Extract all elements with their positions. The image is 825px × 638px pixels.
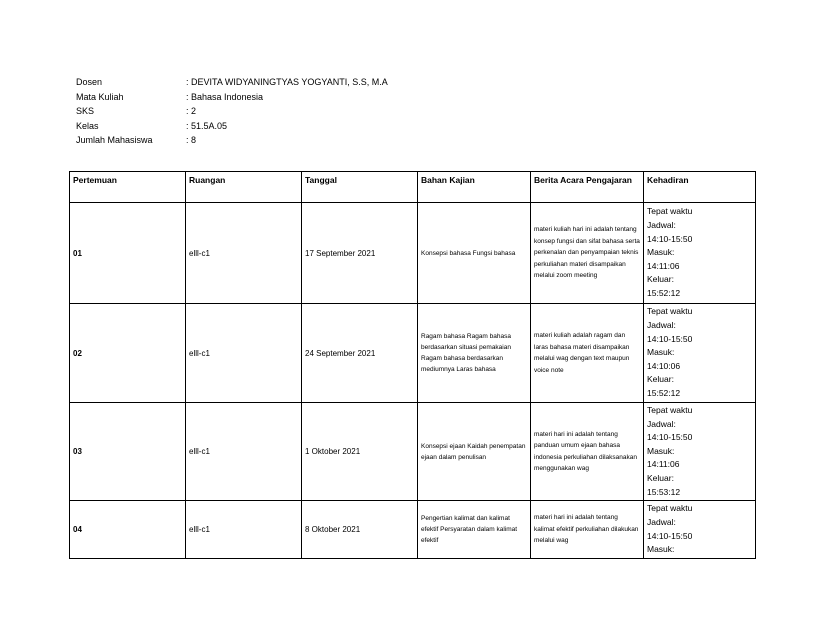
- header-berita-acara: Berita Acara Pengajaran: [531, 172, 644, 203]
- cell-bahan-kajian: Konsepsi ejaan Kaidah penempatan ejaan dalam penulisan: [418, 403, 531, 501]
- kehadiran-line: Tepat waktu: [647, 503, 693, 514]
- header-ruangan: Ruangan: [186, 172, 302, 203]
- kehadiran-line: Masuk:: [647, 445, 675, 456]
- cell-ruangan: elll-c1: [186, 501, 302, 559]
- cell-berita-acara: materi kuliah hari ini adalah tentang konsep fungsi dan sifat bahasa serta perkenalan dan penyampaian teknis perkuliahan materi disampaikan melalui zoom meeting: [531, 203, 644, 304]
- kehadiran-line: 14:10-15:50: [647, 333, 693, 344]
- cell-tanggal: 8 Oktober 2021: [302, 501, 418, 559]
- info-value: : 8: [186, 135, 197, 145]
- kehadiran-line: Jadwal:: [647, 220, 676, 231]
- cell-ruangan: elll-c1: [186, 203, 302, 304]
- cell-kehadiran: [644, 304, 756, 403]
- info-row-jumlah: [76, 133, 388, 148]
- cell-berita-acara: materi hari ini adalah tentang kalimat efektif perkuliahan dilakukan melalui wag: [531, 501, 644, 559]
- info-label: Kelas: [76, 120, 99, 131]
- kehadiran-line: Keluar:: [647, 374, 674, 385]
- kehadiran-line: 14:11:06: [647, 459, 680, 470]
- kehadiran-line: 14:11:06: [647, 260, 680, 271]
- kehadiran-line: 15:52:12: [647, 287, 681, 298]
- info-row-mata-kuliah: [76, 90, 388, 105]
- cell-tanggal: 17 September 2021: [302, 203, 418, 304]
- cell-pertemuan: 01: [70, 203, 186, 304]
- kehadiran-line: 14:10-15:50: [647, 530, 693, 541]
- header-pertemuan: Pertemuan: [70, 172, 186, 203]
- kehadiran-line: Jadwal:: [647, 517, 676, 528]
- info-label: SKS: [76, 106, 95, 116]
- kehadiran-line: 14:10-15:50: [647, 432, 693, 443]
- kehadiran-line: 14:10-15:50: [647, 233, 693, 244]
- table-row: [70, 203, 756, 304]
- info-row-kelas: [76, 119, 388, 134]
- header-kehadiran: Kehadiran: [644, 172, 756, 203]
- table-row: [70, 403, 756, 501]
- cell-kehadiran: [644, 203, 756, 304]
- kehadiran-line: Masuk:: [647, 544, 675, 555]
- kehadiran-line: 15:52:12: [647, 387, 681, 398]
- cell-ruangan: elll-c1: [186, 304, 302, 403]
- info-label: Dosen: [76, 77, 103, 87]
- cell-bahan-kajian: Ragam bahasa Ragam bahasa berdasarkan situasi pemakaian Ragam bahasa berdasarkan mediumnya Laras bahasa: [418, 304, 531, 403]
- kehadiran-line: 15:53:12: [647, 486, 681, 497]
- kehadiran-line: Jadwal:: [647, 320, 676, 331]
- cell-pertemuan: 02: [70, 304, 186, 403]
- kehadiran-line: Masuk:: [647, 347, 675, 358]
- cell-tanggal: 24 September 2021: [302, 304, 418, 403]
- info-row-dosen: [76, 75, 388, 90]
- info-value: : DEVITA WIDYANINGTYAS YOGYANTI, S.S, M.A: [186, 77, 388, 87]
- kehadiran-line: Tepat waktu: [647, 206, 693, 217]
- kehadiran-line: Masuk:: [647, 247, 675, 258]
- cell-ruangan: elll-c1: [186, 403, 302, 501]
- kehadiran-line: Tepat waktu: [647, 306, 693, 317]
- cell-pertemuan: 03: [70, 403, 186, 501]
- kehadiran-line: Tepat waktu: [647, 405, 693, 415]
- cell-kehadiran: [644, 501, 756, 559]
- info-value: : 51.5A.05: [186, 120, 228, 131]
- info-value: : 2: [186, 106, 197, 116]
- info-value: : Bahasa Indonesia: [186, 91, 264, 102]
- cell-pertemuan: 04: [70, 501, 186, 559]
- kehadiran-line: Keluar:: [647, 274, 674, 285]
- kehadiran-line: 14:10:06: [647, 360, 681, 371]
- cell-berita-acara: materi hari ini adalah tentang panduan umum ejaan bahasa indonesia perkuliahan dilaksanakan menggunakan wag: [531, 403, 644, 501]
- info-row-sks: [76, 104, 388, 119]
- kehadiran-line: Jadwal:: [647, 418, 676, 429]
- cell-bahan-kajian: Konsepsi bahasa Fungsi bahasa: [418, 203, 531, 304]
- cell-berita-acara: materi kuliah adalah ragam dan laras bahasa materi disampaikan melalui wag dengan text maupun voice note: [531, 304, 644, 403]
- cell-tanggal: 1 Oktober 2021: [302, 403, 418, 501]
- header-bahan-kajian: Bahan Kajian: [418, 172, 531, 203]
- course-info: [76, 75, 388, 148]
- info-label: Mata Kuliah: [76, 91, 124, 102]
- table-row: [70, 501, 756, 559]
- kehadiran-line: Keluar:: [647, 472, 674, 483]
- table-row: [70, 304, 756, 403]
- table-header-row: [70, 172, 756, 203]
- cell-kehadiran: [644, 403, 756, 501]
- attendance-table: [69, 171, 756, 559]
- info-label: Jumlah Mahasiswa: [76, 135, 153, 145]
- header-tanggal: Tanggal: [302, 172, 418, 203]
- cell-bahan-kajian: Pengertian kalimat dan kalimat efektif Persyaratan dalam kalimat efektif: [418, 501, 531, 559]
